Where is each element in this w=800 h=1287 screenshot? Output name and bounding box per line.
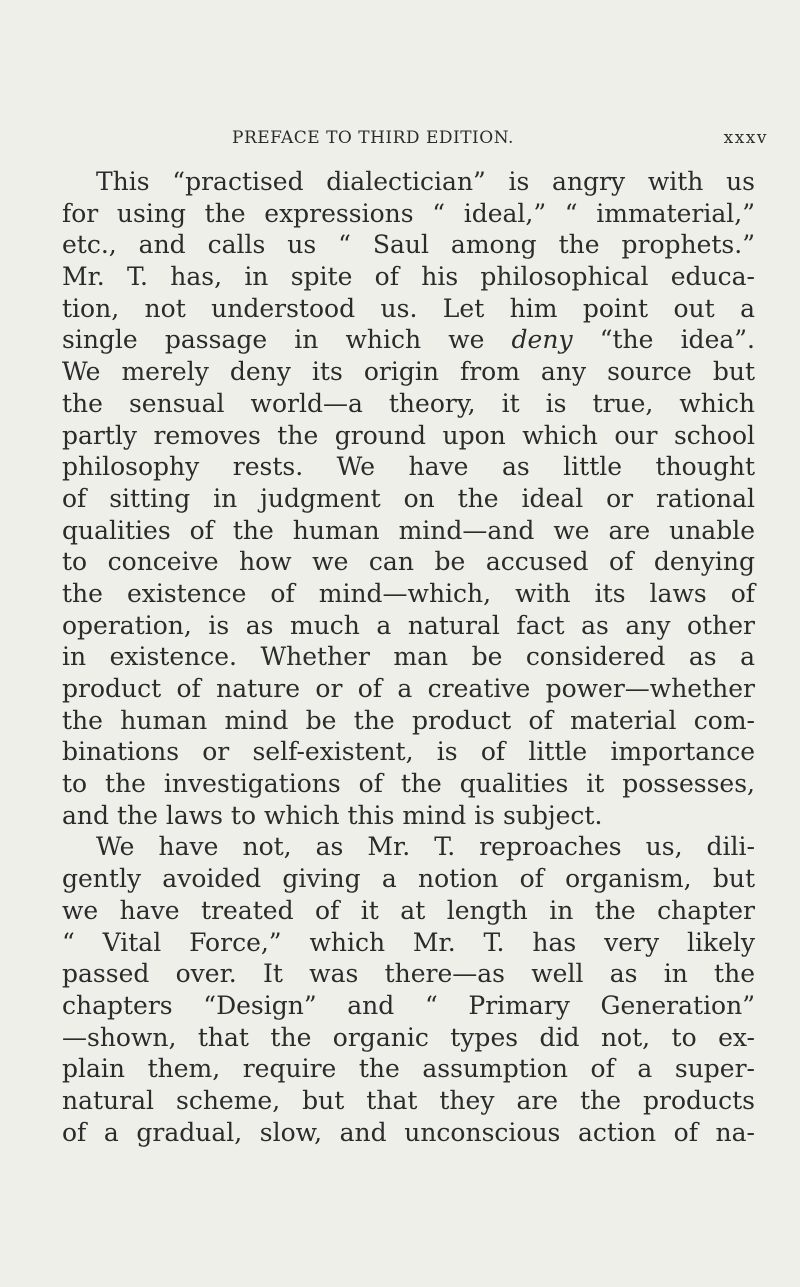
- text-line: We merely deny its origin from any source but: [62, 357, 755, 387]
- text-line: [62, 324, 755, 356]
- text-line: to the investigations of the qualities it possesses,: [62, 769, 755, 799]
- text-line: the human mind be the product of material com-: [62, 705, 755, 735]
- text-line: gently avoided giving a notion of organism, but: [62, 864, 755, 894]
- text-line: the sensual world—a theory, it is true, which: [62, 388, 755, 418]
- text-line: chapters “Design” and “ Primary Generation”: [62, 990, 755, 1020]
- text-line: operation, is as much a natural fact as any other: [62, 610, 755, 640]
- text-line: We have not, as Mr. T. reproaches us, dili-: [96, 832, 755, 862]
- text-line: partly removes the ground upon which our school: [62, 420, 755, 450]
- text-line: “ Vital Force,” which Mr. T. has very likely: [62, 927, 755, 957]
- text-line: plain them, require the assumption of a super-: [62, 1054, 755, 1084]
- running-head: [232, 128, 768, 156]
- page-number: xxxv: [723, 128, 768, 148]
- text-line: natural scheme, but that they are the products: [62, 1085, 755, 1115]
- running-title: PREFACE TO THIRD EDITION.: [232, 128, 514, 148]
- text-line: the existence of mind—which, with its laws of: [62, 578, 755, 608]
- text-line: to conceive how we can be accused of denying: [62, 547, 755, 577]
- body-text: [62, 166, 755, 1148]
- text-line: qualities of the human mind—and we are unable: [62, 515, 755, 545]
- text-line: we have treated of it at length in the chapter: [62, 895, 755, 925]
- text-line: product of nature or of a creative power—whether: [62, 674, 755, 703]
- text-line: tion, not understood us. Let him point out a: [62, 293, 755, 323]
- text-line: passed over. It was there—as well as in the: [62, 959, 755, 989]
- text-line: binations or self-existent, is of little importance: [62, 737, 755, 767]
- text-segment: single passage in which we: [62, 325, 512, 355]
- text-line: of a gradual, slow, and unconscious action of na-: [62, 1117, 755, 1147]
- text-line: This “practised dialectician” is angry with us: [96, 167, 755, 196]
- text-line: etc., and calls us “ Saul among the prophets.”: [62, 230, 755, 260]
- text-line: for using the expressions “ ideal,” “ immaterial,”: [62, 198, 755, 228]
- text-line: philosophy rests. We have as little thought: [62, 452, 755, 482]
- text-line: —shown, that the organic types did not, to ex-: [62, 1022, 755, 1052]
- text-segment: “the idea”.: [572, 325, 755, 355]
- text-line: of sitting in judgment on the ideal or rational: [62, 483, 755, 513]
- text-line: and the laws to which this mind is subject.: [62, 800, 603, 830]
- emphasized-word: deny: [511, 325, 573, 355]
- text-line: Mr. T. has, in spite of his philosophical educa-: [62, 262, 755, 292]
- text-line: in existence. Whether man be considered as a: [62, 642, 755, 672]
